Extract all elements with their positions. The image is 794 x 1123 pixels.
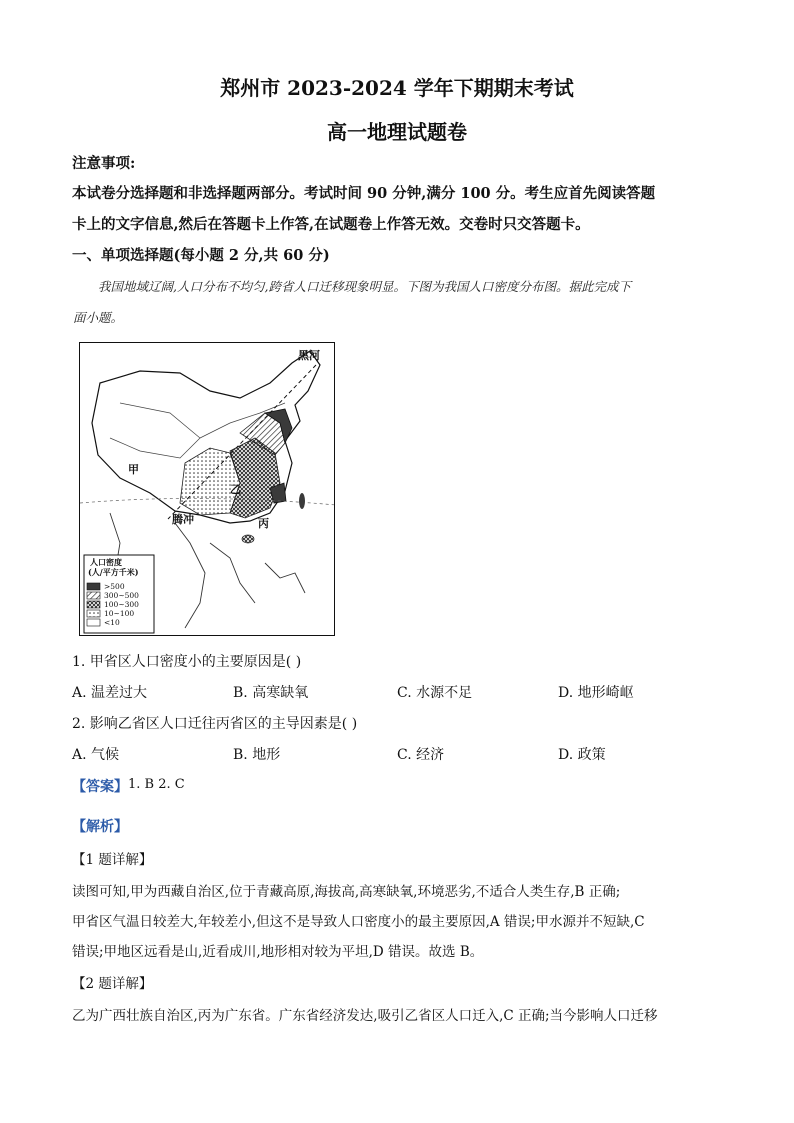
legend-item: 300~500 bbox=[104, 591, 139, 600]
population-density-map bbox=[79, 342, 335, 636]
q2-option-d: D. 政策 bbox=[558, 747, 606, 763]
map-label-bing: 丙 bbox=[258, 517, 269, 530]
answer-label: 【答案】 bbox=[72, 779, 128, 795]
q2-option-b: B. 地形 bbox=[233, 747, 281, 763]
intro-line-1: 我国地域辽阔,人口分布不均匀,跨省人口迁移现象明显。下图为我国人口密度分布图。据此完成下 bbox=[98, 279, 631, 294]
q1-detail-line-1: 读图可知,甲为西藏自治区,位于青藏高原,海拔高,高寒缺氧,环境恶劣,不适合人类生存,B 正确; bbox=[72, 884, 621, 900]
legend-title-1: 人口密度 bbox=[90, 557, 122, 567]
q1-option-c: C. 水源不足 bbox=[397, 685, 473, 701]
q1-detail-heading: 【1 题详解】 bbox=[72, 852, 153, 868]
question-2-stem: 2. 影响乙省区人口迁往丙省区的主导因素是( ) bbox=[72, 716, 358, 732]
q2-detail-heading: 【2 题详解】 bbox=[72, 976, 153, 992]
notice-line-1: 本试卷分选择题和非选择题两部分。考试时间 90 分钟,满分 100 分。考生应首先阅读答题 bbox=[72, 185, 656, 202]
q2-option-a: A. 气候 bbox=[72, 747, 120, 763]
legend-item: <10 bbox=[104, 618, 120, 627]
q1-detail-line-2: 甲省区气温日较差大,年较差小,但这不是导致人口密度小的最主要原因,A 错误;甲水源并不短缺,C bbox=[72, 914, 645, 930]
notice-heading: 注意事项: bbox=[72, 155, 136, 172]
map-label-yi: 乙 bbox=[230, 483, 241, 496]
q2-detail-line-1: 乙为广西壮族自治区,丙为广东省。广东省经济发达,吸引乙省区人口迁入,C 正确;当今影响人口迁移 bbox=[72, 1008, 658, 1024]
q2-option-c: C. 经济 bbox=[397, 747, 445, 763]
legend-title-2: (人/平方千米) bbox=[88, 567, 139, 577]
map-label-tengchong: 腾冲 bbox=[172, 513, 194, 526]
answer-values: 1. B 2. C bbox=[128, 777, 185, 792]
section-heading: 一、单项选择题(每小题 2 分,共 60 分) bbox=[72, 247, 330, 264]
exam-title: 郑州市 2023-2024 学年下期期末考试 bbox=[220, 76, 574, 100]
exam-subtitle: 高一地理试题卷 bbox=[327, 120, 467, 144]
intro-line-2: 面小题。 bbox=[73, 310, 124, 325]
notice-line-2: 卡上的文字信息,然后在答题卡上作答,在试题卷上作答无效。交卷时只交答题卡。 bbox=[72, 216, 590, 233]
map-label-heihe: 黑河 bbox=[298, 349, 320, 362]
legend-item: 100~300 bbox=[104, 600, 139, 609]
q1-detail-line-3: 错误;甲地区远看是山,近看成川,地形相对较为平坦,D 错误。故选 B。 bbox=[72, 944, 484, 960]
analysis-label: 【解析】 bbox=[72, 819, 128, 835]
q1-option-a: A. 温差过大 bbox=[72, 685, 148, 701]
q1-option-d: D. 地形崎岖 bbox=[558, 685, 634, 701]
map-label-jia: 甲 bbox=[128, 463, 139, 476]
question-1-stem: 1. 甲省区人口密度小的主要原因是( ) bbox=[72, 654, 302, 670]
legend-item: >500 bbox=[104, 582, 125, 591]
legend-item: 10~100 bbox=[104, 609, 135, 618]
q1-option-b: B. 高寒缺氧 bbox=[233, 685, 309, 701]
